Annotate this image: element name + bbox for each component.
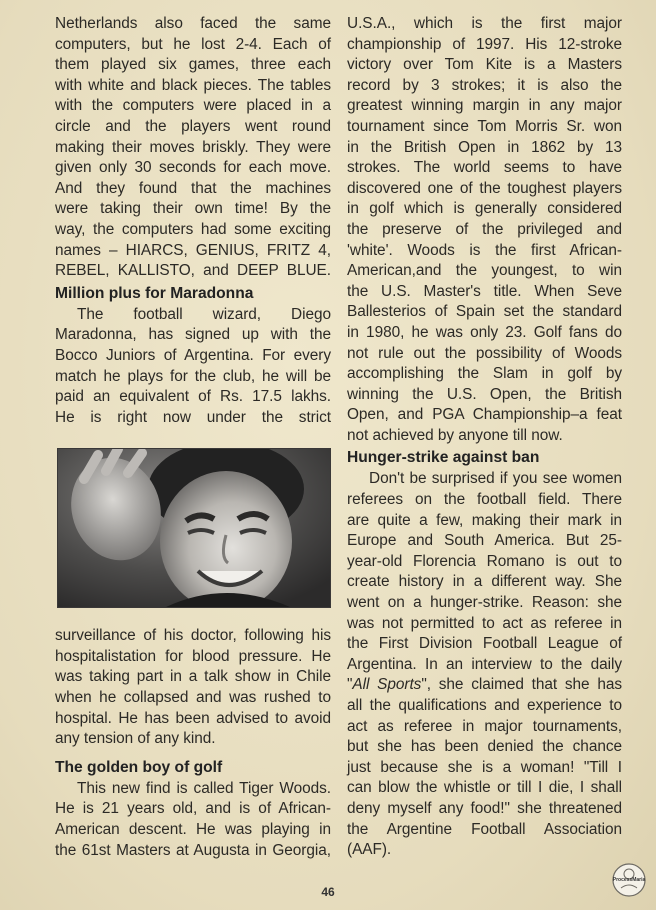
left-column <box>55 14 331 861</box>
maradona-paragraph-continued <box>55 626 331 750</box>
text-line: not rule out the possibility of Woods <box>347 344 622 362</box>
chess-paragraph <box>55 14 331 282</box>
text-line: Maradonna, has signed up with the <box>55 326 331 344</box>
golf-heading: The golden boy of golf <box>55 758 223 776</box>
text-line-quote <box>347 675 622 696</box>
text-line: Ballesterios of Spain set the standard <box>347 303 622 321</box>
text-line: victory over Tom Kite is a Masters <box>347 56 622 74</box>
newspaper-title: All Sports <box>352 676 422 694</box>
text-line: way, the computers had some exciting <box>55 220 331 238</box>
hunger-strike-paragraph <box>347 469 622 860</box>
text-line: the preserve of the privileged and <box>347 220 622 238</box>
text-line: 'white'. Woods is the first African- <box>347 241 622 259</box>
text-line: but she has been denied the chance <box>347 738 622 756</box>
text-line: record by 3 strokes; it is also the <box>347 76 622 94</box>
text-line: Netherlands also faced the same <box>55 15 331 32</box>
text-line: Argentina. In an interview to the daily <box>347 655 622 673</box>
text-line: Don't be surprised if you see women <box>369 470 622 488</box>
text-line: names – HIARCS, GENIUS, FRITZ 4, <box>55 241 331 259</box>
text-line: can blow the whistle or till I die, I shall <box>347 779 622 797</box>
text-line: surveillance of his doctor, following his <box>55 627 331 645</box>
text-line: circle and the players went round <box>55 117 331 135</box>
text-line: American descent. He was playing in <box>55 821 331 839</box>
text-line: The football wizard, Diego <box>77 305 331 323</box>
text-line: winning the U.S. Open, the British <box>347 385 622 403</box>
text-line: all the qualifications and experience to <box>347 697 622 714</box>
text-line: Europe and South America. But 25- <box>347 532 622 550</box>
text-line: He is right now under the strict <box>55 408 331 426</box>
text-line: He is 21 years old, and is of African- <box>55 800 331 818</box>
text-line: given only 30 seconds for each move. <box>55 159 331 177</box>
text-line: championship of 1997. His 12-stroke <box>347 35 622 53</box>
golf-paragraph-continued <box>347 14 622 446</box>
golf-paragraph <box>55 779 331 861</box>
page-number: 46 <box>321 885 335 899</box>
text-line: accomplishing the Slam in golf by <box>347 365 622 383</box>
text-line: was taking part in a talk show in Chile <box>55 668 331 686</box>
text-line: any tension of any kind. <box>55 730 216 748</box>
text-line: not achieved by anyone till now. <box>347 426 563 444</box>
watermark-badge-label: ProcessMaria <box>612 877 646 883</box>
text-line: discovered one of the toughest players <box>347 179 622 197</box>
text-line: year-old Florencia Romano is out to <box>347 552 622 570</box>
text-line: were taking their own time! By the <box>55 200 331 218</box>
maradona-portrait-image <box>58 449 330 607</box>
text-line: create history in a different way. She <box>347 573 622 591</box>
text-line: in golf which is generally considered <box>347 200 622 218</box>
text-line: act as referee in major tournaments, <box>347 717 622 735</box>
text-line: was not permitted to act as referee in <box>347 614 622 632</box>
text-line: making their moves briskly. They were <box>55 138 331 156</box>
maradona-photo <box>57 448 331 608</box>
text-line: the 61st Masters at Augusta in Georgia, <box>55 841 331 859</box>
text-line: paid an equivalent of Rs. 17.5 lakhs. <box>55 388 331 406</box>
text-line: U.S.A., which is the first major <box>347 15 622 32</box>
maradona-paragraph <box>55 305 331 429</box>
text-line: the Argentine Football Association <box>347 820 622 838</box>
right-column <box>347 14 622 861</box>
text-line: hospital. He has been advised to avoid <box>55 709 331 727</box>
text-line: the First Division Football League of <box>347 635 622 653</box>
text-line: referees on the football field. There <box>347 491 622 509</box>
text-line: them played six games, three each <box>55 56 331 74</box>
text-line: greatest winning margin in any major <box>347 97 622 115</box>
text-line: deny myself any food!" she threatened <box>347 799 622 817</box>
text-line: tournament since Tom Morris Sr. won <box>347 117 622 135</box>
text-line: REBEL, KALLISTO, and DEEP BLUE. <box>55 262 331 280</box>
quote-open: " <box>347 676 353 694</box>
text-line: went on a hunger-strike. Reason: she <box>347 594 622 612</box>
text-line: in 1980, he was only 23. Golf fans do <box>347 323 622 341</box>
text-line: computers, but he lost 2-4. Each of <box>55 35 331 53</box>
text-line: Open, and PGA Championship–a feat <box>347 406 622 424</box>
text-line: American,and the youngest, to win <box>347 262 622 280</box>
maradona-heading: Million plus for Maradonna <box>55 284 254 302</box>
text-line: are quite a few, making their mark in <box>347 511 622 529</box>
text-line: hospitalistation for blood pressure. He <box>55 647 331 665</box>
text-line: This new find is called Tiger Woods. <box>77 779 331 797</box>
text-line: with white and black pieces. The tables <box>55 76 331 94</box>
text-line: match he plays for the club, he will be <box>55 367 331 385</box>
text-line: And they found that the machines <box>55 179 331 197</box>
text-line: the U.S. Master's title. When Seve <box>347 282 622 300</box>
text-line: just because she is a woman! "Till I <box>347 758 622 776</box>
text-line: in the British Open in 1862 by 13 <box>347 138 622 156</box>
text-line: when he collapsed and was rushed to <box>55 689 331 707</box>
text-line: strokes. The world seems to have <box>347 159 622 177</box>
text-line: (AAF). <box>347 841 392 859</box>
quote-rest: ", she claimed that she has <box>421 676 622 694</box>
text-line: Bocco Juniors of Argentina. For every <box>55 346 331 364</box>
hunger-strike-heading: Hunger-strike against ban <box>347 449 540 467</box>
text-line: with the computers were placed in a <box>55 97 331 115</box>
